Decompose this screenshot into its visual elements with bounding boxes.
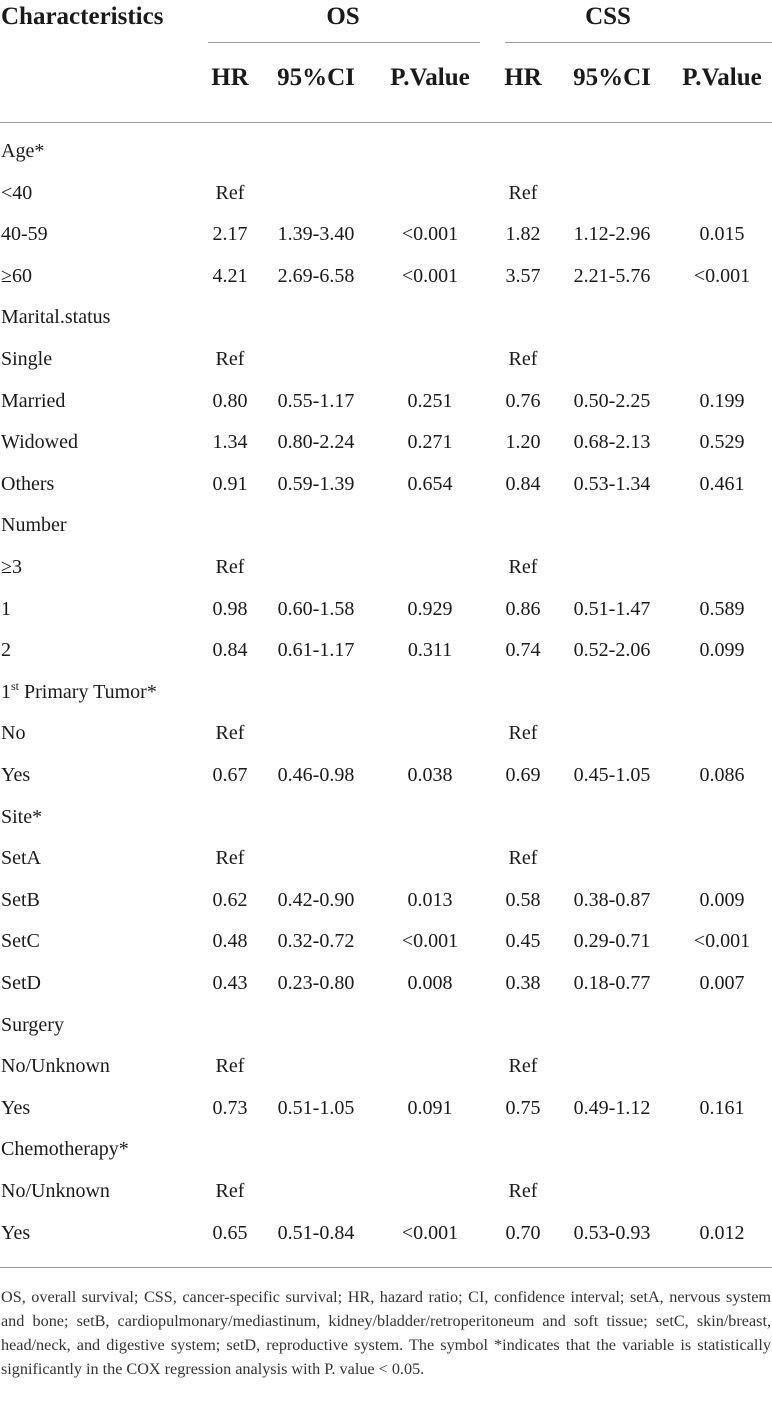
row-label: Others	[1, 473, 55, 495]
cell-os-p: 0.311	[407, 639, 453, 661]
cell-css-hr: Ref	[508, 847, 538, 869]
cell-css-ci: 0.51-1.47	[573, 598, 651, 620]
row-label: Yes	[1, 1097, 31, 1119]
cell-os-ci: 0.59-1.39	[277, 473, 355, 495]
row-label: Chemotherapy*	[1, 1138, 129, 1160]
cell-os-ci: 0.42-0.90	[277, 889, 355, 911]
cell-os-hr: 0.43	[212, 972, 248, 994]
header-group-css: CSS	[585, 3, 631, 30]
row-label: 2	[1, 639, 11, 661]
cell-os-ci: 0.60-1.58	[277, 598, 355, 620]
cell-css-ci: 0.38-0.87	[573, 889, 651, 911]
cell-os-p: 0.008	[407, 972, 453, 994]
cell-css-hr: 0.75	[505, 1097, 541, 1119]
cell-os-hr: 0.73	[212, 1097, 248, 1119]
cell-css-hr: 1.20	[505, 431, 541, 453]
header-characteristics: Characteristics	[1, 3, 164, 30]
cell-css-p: 0.007	[699, 972, 745, 994]
header-os-p: P.Value	[390, 64, 470, 91]
cell-os-hr: 1.34	[212, 431, 248, 453]
cell-css-hr: Ref	[508, 722, 538, 744]
cell-css-p: 0.461	[699, 473, 745, 495]
cell-css-p: 0.012	[699, 1222, 745, 1244]
cell-css-hr: 0.69	[505, 764, 541, 786]
cell-css-ci: 0.18-0.77	[573, 972, 651, 994]
row-label: Site*	[1, 806, 43, 828]
cell-css-ci: 1.12-2.96	[573, 223, 651, 245]
header-os-hr: HR	[211, 64, 249, 91]
cell-os-hr: Ref	[215, 1180, 245, 1202]
row-label: Yes	[1, 764, 31, 786]
cell-os-hr: Ref	[215, 556, 245, 578]
cell-os-p: 0.654	[407, 473, 453, 495]
cell-css-p: 0.199	[699, 390, 745, 412]
header-css-ci: 95%CI	[573, 64, 651, 91]
cell-css-p: <0.001	[693, 930, 751, 952]
cell-os-p: 0.091	[407, 1097, 453, 1119]
cell-os-ci: 0.46-0.98	[277, 764, 355, 786]
row-label: Marital.status	[1, 306, 111, 328]
cell-os-hr: 0.80	[212, 390, 248, 412]
table-footnote: OS, overall survival; CSS, cancer-specific survival; HR, hazard ratio; CI, confidence interval; setA, nervous system and bone; setB, cardiopulmonary/mediastinum, kidney/bladder/retroperitoneum and soft tissue; setC, skin/breast, head/neck, and digestive system; setD, reproductive system. The symbol *indicates that the variable is statistically significantly in the COX regression analysis with P. value < 0.05.	[1, 1288, 771, 1378]
cell-os-hr: Ref	[215, 722, 245, 744]
cell-css-hr: Ref	[508, 1055, 538, 1077]
cell-css-hr: 0.86	[505, 598, 541, 620]
row-label: Single	[1, 348, 53, 370]
cell-css-hr: 0.38	[505, 972, 541, 994]
cell-css-p: 0.099	[699, 639, 745, 661]
row-label: Yes	[1, 1222, 31, 1244]
cell-css-hr: 0.76	[505, 390, 541, 412]
cell-os-p: <0.001	[401, 1222, 459, 1244]
table-bottom-rule	[0, 1267, 772, 1268]
row-label-suffix: Primary Tumor*	[19, 681, 157, 703]
cell-css-hr: Ref	[508, 556, 538, 578]
cell-css-hr: 0.84	[505, 473, 541, 495]
header-css-hr: HR	[504, 64, 542, 91]
cell-css-p: 0.529	[699, 431, 745, 453]
cell-os-ci: 0.51-1.05	[277, 1097, 355, 1119]
cell-css-p: 0.086	[699, 764, 745, 786]
row-label: No/Unknown	[1, 1055, 110, 1077]
cell-css-hr: 0.70	[505, 1222, 541, 1244]
cell-os-hr: Ref	[215, 847, 245, 869]
cell-os-hr: 0.98	[212, 598, 248, 620]
header-os-ci: 95%CI	[277, 64, 355, 91]
row-label: SetC	[1, 930, 40, 952]
cell-css-hr: 0.74	[505, 639, 541, 661]
cell-os-hr: 0.65	[212, 1222, 248, 1244]
row-label: SetB	[1, 889, 40, 911]
cell-os-p: 0.271	[407, 431, 453, 453]
cell-os-p: 0.013	[407, 889, 453, 911]
cell-css-p: 0.589	[699, 598, 745, 620]
cell-os-ci: 0.51-0.84	[277, 1222, 355, 1244]
row-label: Age*	[1, 140, 45, 162]
cell-css-hr: Ref	[508, 348, 538, 370]
cell-css-ci: 0.50-2.25	[573, 390, 651, 412]
row-label: ≥60	[1, 265, 32, 287]
row-label: 40-59	[1, 223, 48, 245]
cell-css-ci: 0.52-2.06	[573, 639, 651, 661]
row-label: No/Unknown	[1, 1180, 110, 1202]
header-group-os: OS	[326, 3, 360, 30]
cell-css-ci: 0.45-1.05	[573, 764, 651, 786]
cell-css-hr: 0.45	[505, 930, 541, 952]
cell-os-hr: 0.48	[212, 930, 248, 952]
cell-os-ci: 0.32-0.72	[277, 930, 355, 952]
cell-os-hr: Ref	[215, 348, 245, 370]
cell-os-ci: 0.61-1.17	[277, 639, 355, 661]
cell-os-hr: 2.17	[212, 223, 248, 245]
row-label: Surgery	[1, 1014, 64, 1036]
css-group-rule	[505, 42, 772, 43]
row-label: SetA	[1, 847, 41, 869]
cell-os-hr: Ref	[215, 1055, 245, 1077]
cell-os-hr: 0.67	[212, 764, 248, 786]
os-group-rule	[208, 42, 480, 43]
cell-css-hr: 0.58	[505, 889, 541, 911]
cell-os-hr: 0.84	[212, 639, 248, 661]
cell-os-hr: 4.21	[212, 265, 248, 287]
row-label-prefix: 1	[1, 681, 11, 703]
header-css-p: P.Value	[682, 64, 762, 91]
cell-os-ci: 2.69-6.58	[277, 265, 355, 287]
cell-css-hr: Ref	[508, 182, 538, 204]
cell-os-p: <0.001	[401, 265, 459, 287]
row-label: SetD	[1, 972, 41, 994]
cell-os-p: 0.929	[407, 598, 453, 620]
cell-os-p: 0.038	[407, 764, 453, 786]
row-label: 1	[1, 598, 11, 620]
cell-os-ci: 0.55-1.17	[277, 390, 355, 412]
cell-css-ci: 0.53-0.93	[573, 1222, 651, 1244]
cell-os-ci: 1.39-3.40	[277, 223, 355, 245]
cell-os-ci: 0.23-0.80	[277, 972, 355, 994]
row-label-superscript: st	[11, 679, 20, 693]
cell-os-p: <0.001	[401, 223, 459, 245]
cell-os-ci: 0.80-2.24	[277, 431, 355, 453]
row-label: Number	[1, 514, 67, 536]
cell-os-hr: Ref	[215, 182, 245, 204]
header-bottom-rule	[0, 122, 772, 123]
row-label	[1, 679, 157, 703]
row-label: Widowed	[1, 431, 78, 453]
row-label: <40	[1, 182, 33, 204]
cell-css-ci: 0.53-1.34	[573, 473, 651, 495]
cell-os-p: <0.001	[401, 930, 459, 952]
row-label: Married	[1, 390, 66, 412]
cell-css-p: 0.161	[699, 1097, 745, 1119]
cell-os-hr: 0.91	[212, 473, 248, 495]
cell-css-p: 0.009	[699, 889, 745, 911]
row-label: No	[1, 722, 26, 744]
cell-css-p: <0.001	[693, 265, 751, 287]
cell-css-hr: Ref	[508, 1180, 538, 1202]
cell-os-hr: 0.62	[212, 889, 248, 911]
cell-css-p: 0.015	[699, 223, 745, 245]
cell-css-hr: 3.57	[505, 265, 541, 287]
cell-os-p: 0.251	[407, 390, 453, 412]
cell-css-ci: 0.68-2.13	[573, 431, 651, 453]
cell-css-hr: 1.82	[505, 223, 541, 245]
row-label: ≥3	[1, 556, 22, 578]
cell-css-ci: 0.29-0.71	[573, 930, 651, 952]
cell-css-ci: 0.49-1.12	[573, 1097, 651, 1119]
cell-css-ci: 2.21-5.76	[573, 265, 651, 287]
